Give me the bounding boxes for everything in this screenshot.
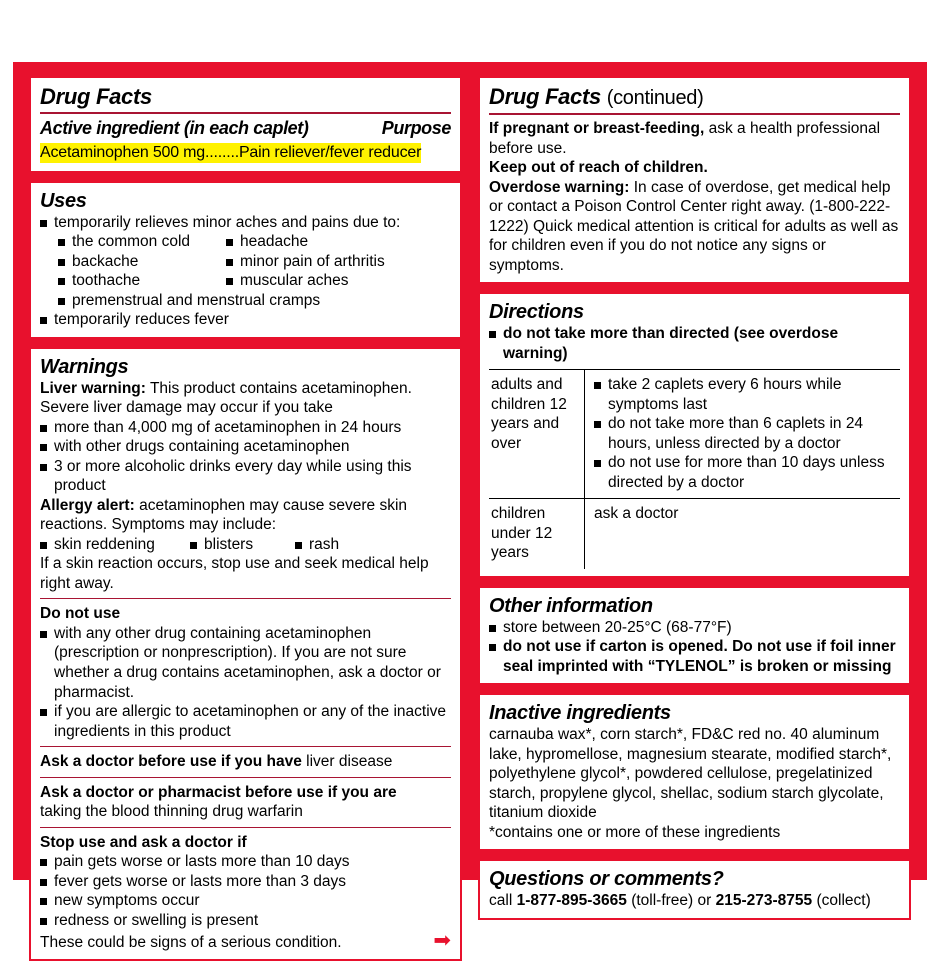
list-item: skin reddening [40,535,190,555]
list-item: pain gets worse or lasts more than 10 days [40,852,451,872]
overdose-warning [489,178,900,276]
list-item: 3 or more alcoholic drinks every day while using this product [40,457,451,496]
list-item: premenstrual and menstrual cramps [58,291,451,311]
pregnant-warning [489,119,900,158]
uses-heading: Uses [40,189,87,212]
active-ingredient-row [40,143,451,164]
overdose-warning-label: Overdose warning: [489,178,630,196]
list-item: headache [226,232,451,252]
continued-label: (continued) [606,87,704,109]
stop-use-list [40,852,451,930]
list-item: do not take more than 6 caplets in 24 hours, unless directed by a doctor [594,414,898,453]
divider [40,746,451,747]
liver-warning-label: Liver warning: [40,379,146,397]
list-item: with any other drug containing acetaminophen (prescription or nonprescription). If you are not sure whether a drug contains acetaminophen, ask a doctor or pharmacist. [40,624,451,702]
uses-box [29,181,462,339]
page-title: Drug Facts [40,84,152,109]
arrow-right-icon: ➡ [433,929,451,953]
allergy-symptom-1 [40,535,190,555]
warnings-heading: Warnings [40,355,129,378]
ask-doctor-rest: liver disease [306,753,393,771]
ask-pharmacist-rest: taking the blood thinning drug warfarin [40,803,303,821]
liver-warning-text: This product contains acetaminophen. Severe liver damage may occur if you take [40,379,412,417]
list-item: if you are allergic to acetaminophen or any of the inactive ingredients in this product [40,702,451,741]
purpose-label: Purpose [381,118,451,139]
inactive-ingredients-box [478,693,911,851]
do-not-use-list [40,624,451,741]
directions-lead: do not take more than directed (see overdose warning) [489,324,900,363]
tollfree-phone-number[interactable]: 1-877-895-3665 [516,892,627,910]
list-item: muscular aches [226,271,451,291]
dose-instruction-list [594,375,898,492]
list-item: rash [295,535,451,555]
questions-heading: Questions or comments? [489,868,724,891]
list-item: temporarily reduces fever [40,310,451,330]
page-title-continued [489,84,900,110]
page-title-text: Drug Facts [489,84,601,109]
other-information-list [489,618,900,677]
other-information-box [478,586,911,686]
uses-lead: temporarily relieves minor aches and pains due to: [40,213,451,233]
allergy-alert-text: acetaminophen may cause severe skin reactions. Symptoms may include: [40,496,408,534]
active-ingredient-label: Active ingredient (in each caplet) [40,118,309,139]
dosing-table [489,369,900,569]
ask-pharmacist-bold: Ask a doctor or pharmacist before use if you are [40,783,397,801]
inactive-ingredients-text: carnauba wax*, corn starch*, FD&C red no. 40 aluminum lake, hypromellose, magnesium stearate, modified starch*, polyethylene glycol*, powdered cellulose, pregelatinized starch, propylene glycol, shellac, sodium starch glycolate, titanium dioxide [489,726,892,822]
title-rule [489,113,900,115]
ask-doctor-bold: Ask a doctor before use if you have [40,753,302,771]
directions-lead-list [489,324,900,363]
uses-column-2 [226,232,451,291]
active-ingredient-value: Acetaminophen 500 mg........Pain reliever/fever reducer [40,143,422,161]
divider [40,777,451,778]
allergy-symptoms-row [40,535,451,555]
list-item: fever gets worse or lasts more than 3 days [40,872,451,892]
title-active-ingredient-box [29,76,462,173]
inactive-ingredients-footnote: *contains one or more of these ingredients [489,823,781,841]
right-column [478,76,911,910]
table-row [489,498,900,569]
keep-out-of-reach: Keep out of reach of children. [489,159,708,177]
stop-use-footer [40,930,451,952]
list-item: do not use if carton is opened. Do not use if foil inner seal imprinted with “TYLENOL” is broken or missing [489,637,900,676]
dose-instructions [585,370,900,498]
collect-suffix: (collect) [816,892,871,910]
pregnant-warning-label: If pregnant or breast-feeding, [489,120,705,137]
allergy-alert [40,496,451,535]
liver-warning [40,379,451,418]
dose-instructions [585,499,900,569]
continued-warnings-box [478,76,911,284]
list-item: new symptoms occur [40,891,451,911]
table-row [489,370,900,498]
inactive-ingredients-heading: Inactive ingredients [489,702,671,725]
left-column [29,76,462,953]
title-rule [40,112,451,114]
allergy-alert-after: If a skin reaction occurs, stop use and seek medical help right away. [40,555,429,592]
other-information-heading: Other information [489,594,653,617]
dose-instruction-plain: ask a doctor [594,505,679,523]
list-item: do not use for more than 10 days unless directed by a doctor [594,453,898,492]
questions-contact-line [489,891,900,911]
warnings-box [29,347,462,961]
list-item: take 2 caplets every 6 hours while symptoms last [594,375,898,414]
liver-warning-list [40,418,451,496]
directions-box [478,292,911,578]
list-item: store between 20-25°C (68-77°F) [489,618,900,638]
list-item: redness or swelling is present [40,911,451,931]
uses-list [40,213,451,233]
questions-box [478,859,911,920]
list-item: with other drugs containing acetaminophen [40,437,451,457]
tollfree-suffix: (toll-free) or [631,892,712,910]
dose-group-label: adults and children 12 years and over [489,370,585,498]
list-item: the common cold [58,232,226,252]
list-item: toothache [58,271,226,291]
stop-use-heading: Stop use and ask a doctor if [40,833,247,851]
pregnant-warning-text: ask a health professional before use. [489,120,881,157]
directions-heading: Directions [489,301,584,324]
drug-facts-label [13,62,927,953]
list-item: backache [58,252,226,272]
allergy-symptom-2 [190,535,295,555]
allergy-alert-label: Allergy alert: [40,496,135,514]
uses-two-column [40,232,451,291]
list-item: more than 4,000 mg of acetaminophen in 24 hours [40,418,451,438]
do-not-use-heading: Do not use [40,605,121,623]
uses-fever-item [40,310,451,330]
call-prefix: call [489,892,513,910]
list-item: blisters [190,535,295,555]
divider [40,598,451,599]
uses-wide-item [58,291,451,311]
list-item: minor pain of arthritis [226,252,451,272]
overdose-warning-text: In case of overdose, get medical help or contact a Poison Control Center right away. (1-800-222-1222) Quick medical attention is critical for adults as well as for children even if you do not notice any signs or symptoms. [489,178,899,274]
stop-use-after: These could be signs of a serious condition. [40,933,342,951]
active-ingredient-header [40,118,451,140]
ask-doctor-line [40,752,451,772]
uses-column-1 [58,232,226,291]
collect-phone-number[interactable]: 215-273-8755 [715,892,813,910]
divider [40,827,451,828]
allergy-symptom-3 [295,535,451,555]
dose-group-label: children under 12 years [489,499,585,569]
